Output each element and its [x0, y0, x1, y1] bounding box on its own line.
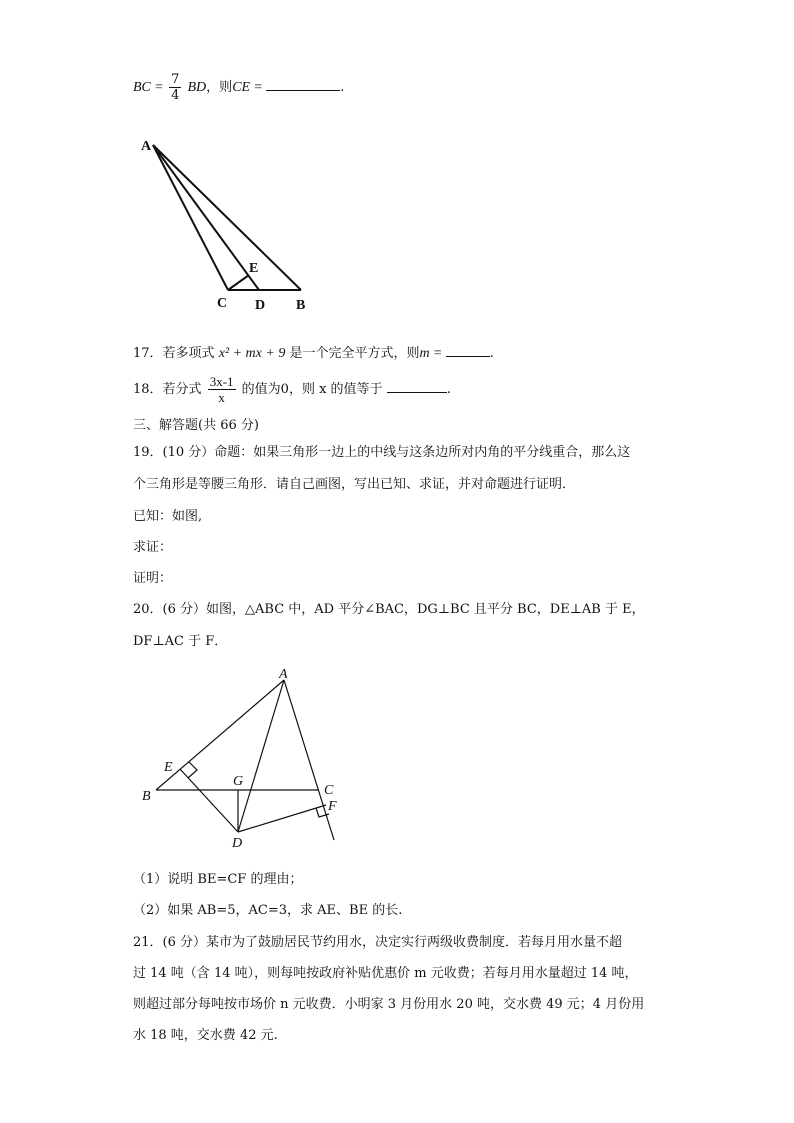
q21-line-2: 过 14 吨（含 14 吨），则每吨按政府补贴优惠价 m 元收费；若每月用水量超过 14 吨， — [133, 966, 638, 981]
q19-line-2: 个三角形是等腰三角形．请自己画图，写出已知、求证，并对命题进行证明． — [133, 477, 576, 492]
q16-fraction — [169, 72, 181, 103]
segment-df — [238, 805, 326, 832]
segment-de — [180, 769, 238, 832]
fig1-label-c: C — [217, 296, 228, 311]
fig2-label-b: B — [142, 789, 151, 804]
fig2-label-e: E — [164, 760, 173, 775]
q20-sub-question-1: （1）说明 BE=CF 的理由； — [133, 872, 303, 887]
q17-line — [133, 342, 494, 362]
section-heading-solutions: 三、解答题(共 66 分) — [133, 418, 259, 433]
q18-prefix: 18．若分式 — [133, 382, 202, 397]
q17-middle: 是一个完全平方式，则 — [289, 346, 420, 361]
segment-ad — [153, 145, 259, 290]
q16-equals: = — [155, 80, 163, 95]
q17-polynomial: x² + mx + 9 — [218, 346, 286, 361]
q17-equals: = — [433, 346, 442, 361]
segment-ad — [238, 680, 284, 832]
q18-fraction-numerator: 3x-1 — [209, 374, 234, 389]
q17-prefix: 17．若多项式 — [133, 346, 215, 361]
fig2-label-c: C — [324, 783, 334, 798]
q16-fraction-denominator: 4 — [171, 88, 180, 103]
q17-var-m: m — [419, 346, 430, 361]
segment-ce — [228, 275, 249, 290]
q16-fraction-numerator: 7 — [171, 72, 180, 87]
right-angle-mark-e — [188, 762, 197, 778]
q16-equals-2: = — [254, 80, 263, 95]
q16-equation-line — [133, 72, 344, 103]
q16-ce: CE — [232, 80, 251, 95]
figure-triangle-abc-bisector — [138, 662, 358, 852]
q19-line-1: 19．(10 分）命题：如果三角形一边上的中线与这条边所对内角的平分线重合，那么这 — [133, 445, 631, 460]
q20-line-1: 20．(6 分）如图，△ABC 中，AD 平分∠BAC，DG⊥BC 且平分 BC，DE⊥AB 于 E， — [133, 602, 645, 617]
q16-bc: BC — [133, 80, 151, 95]
fig1-label-b: B — [296, 298, 306, 312]
q20-sub-question-2: （2）如果 AB=5，AC=3，求 AE、BE 的长. — [133, 903, 403, 918]
fig2-label-f: F — [328, 799, 337, 814]
fig2-label-d: D — [232, 836, 243, 851]
q16-then: ，则 — [206, 80, 233, 95]
q21-line-4: 水 18 吨，交水费 42 元. — [133, 1028, 278, 1043]
q16-answer-blank[interactable] — [266, 78, 340, 91]
q18-fraction-denominator: x — [218, 390, 225, 405]
fig1-label-e: E — [249, 261, 259, 276]
fig1-label-a: A — [141, 139, 152, 154]
q21-line-1: 21．(6 分）某市为了鼓励居民节约用水，决定实行两级收费制度．若每月用水量不超 — [133, 935, 623, 950]
q18-middle: 的值为0，则 x 的值等于 — [241, 382, 383, 397]
q20-line-2: DF⊥AC 于 F． — [133, 634, 228, 649]
fig2-label-a: A — [279, 667, 288, 682]
q16-period: . — [340, 80, 345, 95]
figure-triangle-ace — [135, 132, 335, 312]
q16-bd: BD — [187, 80, 207, 95]
fig1-label-d: D — [255, 298, 266, 312]
q18-line — [133, 374, 451, 405]
fig2-label-g: G — [233, 774, 244, 789]
q19-proof: 证明： — [133, 571, 173, 586]
segment-ac — [153, 145, 228, 290]
q21-line-3: 则超过部分每吨按市场价 n 元收费．小明家 3 月份用水 20 吨，交水费 49 元；4 月份用 — [133, 997, 645, 1012]
q18-answer-blank[interactable] — [387, 380, 447, 393]
q17-period: . — [489, 346, 494, 361]
q18-fraction — [208, 374, 236, 405]
segment-ab — [156, 680, 284, 790]
q19-prove: 求证： — [133, 540, 173, 555]
q18-period: . — [446, 382, 451, 397]
segment-ab — [153, 145, 301, 290]
q17-answer-blank[interactable] — [446, 344, 490, 357]
q19-known: 已知：如图, — [133, 509, 203, 524]
